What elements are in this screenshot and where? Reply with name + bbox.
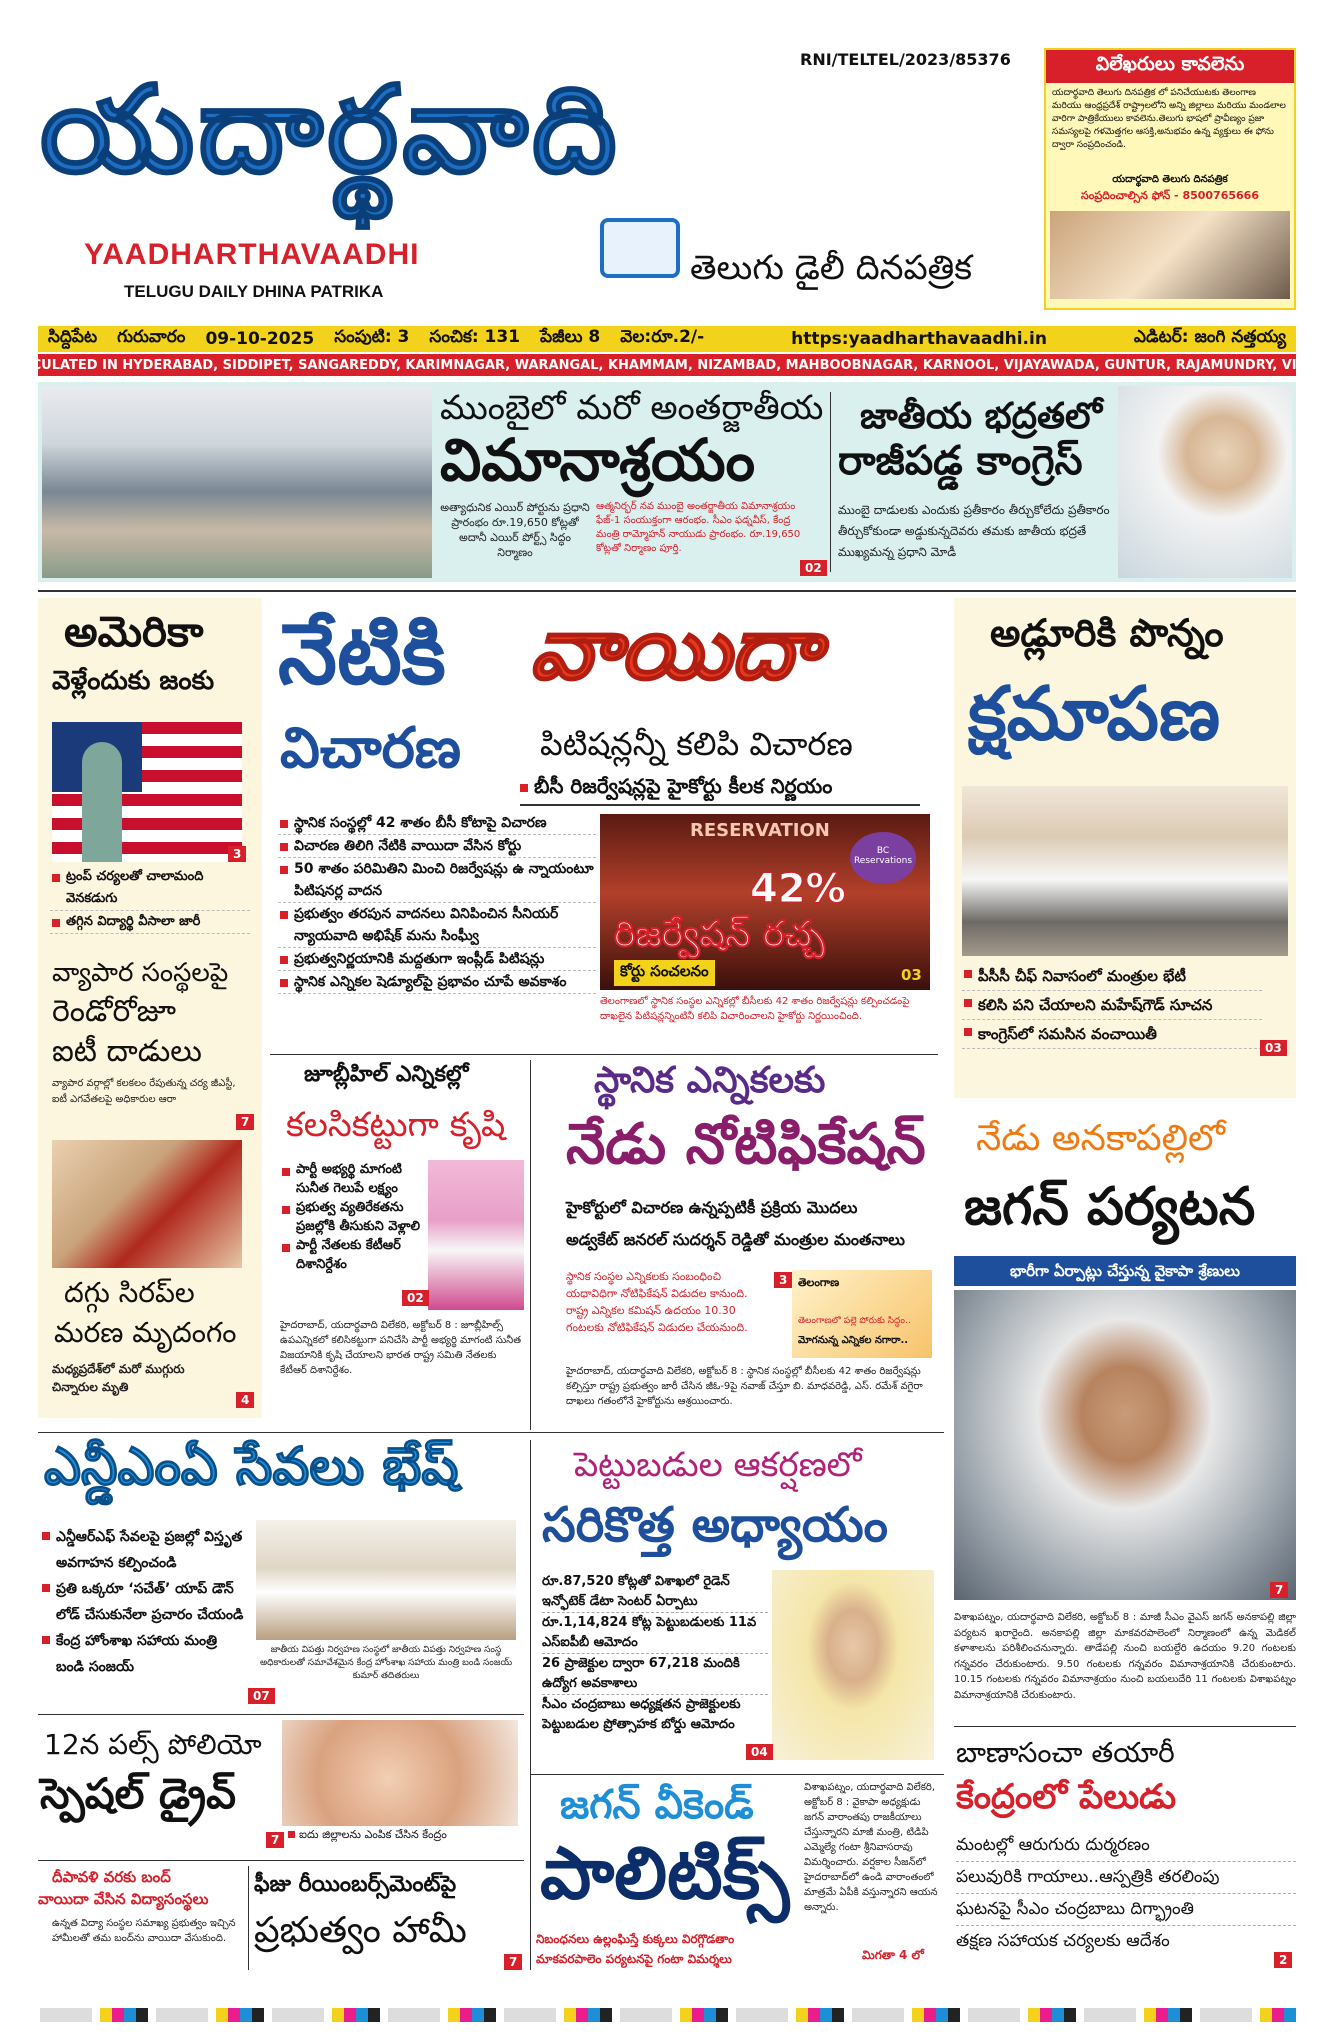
election-img-line-1: తెలంగాణలో పల్లె పోరుకు సిద్ధం.. bbox=[798, 1316, 911, 1326]
america-headline-1: అమెరికా bbox=[64, 607, 204, 656]
notification-page-number: 3 bbox=[774, 1272, 792, 1288]
airport-text-2: ఆత్మనిర్భర్ నవ ముంబై అంతర్జాతీయ విమానాశ్రయం ఫేజ్-1 సంయుక్తంగా ఆరంభం. సీఎం ఫడ్నవీస్, కేంద్ర మంత్రి రామ్మోహన్ నాయుడు ప్రారంభం. రూ.19,650 కోట్లతో నిర్మాణం పూర్తి. bbox=[596, 501, 801, 554]
jubilee-kicker: జూబ్లీహిల్ ఎన్నికల్లో bbox=[304, 1062, 469, 1087]
america-bullet: ట్రంప్ చర్యలతో చాలామంది వెనకడుగు bbox=[50, 866, 250, 911]
jubilee-bullet: ప్రభుత్వ వ్యతిరేకతను ప్రజల్లోకి తీసుకుని వెళ్లాలి bbox=[280, 1198, 420, 1236]
info-pages: పేజీలు 8 bbox=[540, 327, 601, 347]
apology-bullet: పీసీసీ చీఫ్ నివాసంలో మంత్రుల భేటీ bbox=[962, 962, 1262, 991]
info-price: వెల:రూ.2/- bbox=[620, 327, 705, 347]
lead-word-1: నేటికి bbox=[278, 605, 446, 703]
it-page-number: 7 bbox=[236, 1114, 254, 1130]
jagan-band: భారీగా ఏర్పాట్లు చేస్తున్న వైకాపా శ్రేణులు bbox=[954, 1256, 1296, 1286]
weekend-headline: పాలిటిక్స్ bbox=[540, 1831, 790, 1915]
statue-of-liberty-photo bbox=[52, 722, 242, 862]
congress-text: ముంబై దాడులకు ఎందుకు ప్రతీకారం తీర్చుకోలేదు ప్రతీకారం తీర్చుకోకుండా అడ్డుకున్నదెవరు తమకు జాతీయ భద్రతే ముఖ్యమన్న ప్రధాని మోడీ bbox=[838, 503, 1110, 559]
fire-headline: కేంద్రంలో పేలుడు bbox=[956, 1777, 1177, 1817]
lead-bullet: స్థానిక సంస్థల్లో 42 శాతం బీసీ కోటాపై విచారణ bbox=[278, 812, 596, 835]
fire-line: ఘటనపై సీఎం చంద్రబాబు దిగ్భ్రాంతి bbox=[956, 1894, 1296, 1926]
lead-word-3: విచారణ bbox=[280, 716, 462, 781]
polio-caption-text: ఐదు జిల్లాలను ఎంపిక చేసిన కేంద్రం bbox=[299, 1828, 447, 1841]
jubilee-text: హైదరాబాద్, యదార్థవాది విలేకరి, అక్టోబర్ 8 : జూబ్లీహిల్స్ ఉపఎన్నికలో కలిసికట్టుగా పనిచేసి పార్టీ అభ్యర్థి మాగంటి సునీత విజయానికి కృషి చేయాలని భారత రాష్ట్ర సమితి నేతలకు కేటీఆర్ దిశానిర్దేశం. bbox=[280, 1320, 521, 1376]
jagan-bottom-rule bbox=[954, 1726, 1296, 1727]
lead-col-divider bbox=[530, 1060, 531, 1430]
diwali-divider bbox=[248, 1866, 249, 1970]
apology-bullets bbox=[962, 962, 1262, 1049]
polio-rule bbox=[38, 1714, 524, 1715]
notification-line-1: హైకోర్టులో విచారణ ఉన్నప్పటికీ ప్రక్రియ మొదలు bbox=[566, 1198, 858, 1217]
invest-line: రూ.87,520 కోట్లతో విశాఖలో రైడెన్ ఇన్ఫోటెక్ డేటా సెంటర్ ఏర్పాటు bbox=[542, 1572, 768, 1613]
img-headline: రిజర్వేషన్ రచ్చ bbox=[614, 914, 825, 955]
ministers-photo bbox=[962, 786, 1288, 956]
info-date: 09-10-2025 bbox=[205, 329, 315, 349]
weekend-text: విశాఖపట్నం, యదార్థవాది విలేకరి, అక్టోబర్ 8 : వైకాపా అధ్యక్షుడు జగన్ వారాంతపు రాజకీయాలు చేస్తున్నారని మాజీ మంత్రి, టిడిపి ఎమ్మెల్యే గంటా శ్రీనివాసరావు విమర్శించారు. వర్షకాల సీజన్‌లో హైదరాబాద్‌లో ఉండి వారాంతంలో మాత్రమే ఏపీకి వస్తున్నారని ఆయన అన్నారు. bbox=[804, 1782, 938, 1913]
invest-headline: సరికొత్త అధ్యాయం bbox=[542, 1497, 888, 1553]
lead-bullets bbox=[278, 812, 596, 994]
jubilee-bullet: పార్టీ అభ్యర్థి మాగంటి సునీత గెలుపే లక్ష్యం bbox=[280, 1160, 420, 1198]
weekend-rule bbox=[530, 1774, 944, 1775]
color-registration-strip bbox=[40, 2008, 1296, 2022]
notification-red-text: స్థానిక సంస్థల ఎన్నికలకు సంబంధించి యధావిధిగా నోటిఫికేషన్ విడుదల కానుంది. రాష్ట్ర ఎన్నికల కమిషన్ ఉదయం 10.30 గంటలకు నోటిఫికేషన్ విడుదల చేయనుంది. bbox=[566, 1270, 748, 1334]
fire-line: పలువురికి గాయాలు..ఆస్పత్రికి తరలింపు bbox=[956, 1862, 1296, 1894]
polio-photo bbox=[282, 1720, 518, 1826]
election-image bbox=[792, 1270, 932, 1358]
jubilee-headline: కలసికట్టుగా కృషి bbox=[286, 1105, 506, 1145]
lead-sub-rule bbox=[520, 804, 920, 806]
apology-headline: క్షమాపణ bbox=[968, 671, 1221, 757]
notification-headline: నేడు నోటిఫికేషన్ bbox=[566, 1112, 926, 1177]
jagan-page-number: 7 bbox=[1270, 1582, 1288, 1598]
cough-syrup-photo bbox=[52, 1140, 242, 1268]
ndmp-bullet: ప్రతి ఒక్కరూ ‘సచేత్’ యాప్ డౌన్ లోడ్ చేసుకునేలా ప్రచారం చేయండి bbox=[40, 1576, 246, 1628]
invest-page-number: 04 bbox=[746, 1744, 773, 1760]
logo-text: యదార్థవాది bbox=[40, 59, 621, 200]
img-sub: కోర్టు సంచలనం bbox=[614, 960, 715, 986]
lead-bottom-rule bbox=[270, 1054, 938, 1055]
congress-headline-1: జాతీయ భద్రతలో bbox=[860, 396, 1103, 437]
ndmp-bullets bbox=[40, 1524, 246, 1680]
jubilee-bullets bbox=[280, 1160, 420, 1274]
it-headline-1: వ్యాపార సంస్థలపై bbox=[52, 958, 229, 988]
airport-kicker: ముంబైలో మరో అంతర్జాతీయ bbox=[440, 388, 824, 428]
lead-sub-1: పిటిషన్లన్నీ కలిపి విచారణ bbox=[540, 725, 853, 763]
election-img-line-2: మోగనున్న ఎన్నికల నగారా.. bbox=[798, 1335, 909, 1346]
syrup-headline-2: మరణ మృదంగం bbox=[54, 1316, 237, 1349]
jagan-photo bbox=[954, 1290, 1296, 1600]
lead-bullet: 50 శాతం పరిమితిని మించి రిజర్వేషన్లు ఉ న్నాయంటూ పిటిషనర్ల వాదన bbox=[278, 858, 596, 903]
america-bullet: తగ్గిన విద్యార్థి వీసాలా జారీ bbox=[50, 911, 250, 934]
img-percent: 42% bbox=[750, 866, 846, 912]
invest-line: సీఎం చంద్రబాబు అధ్యక్షతన ప్రాజెక్టులకు పెట్టుబడుల ప్రోత్సాహక బోర్డు ఆమోదం bbox=[542, 1697, 741, 1732]
america-headline-2: వెళ్లేందుకు జంకు bbox=[52, 666, 215, 696]
apology-kicker: అడ్లూరికి పొన్నం bbox=[990, 611, 1224, 655]
ndmp-bullet: కేంద్ర హోంశాఖ సహాయ మంత్రి బండి సంజయ్ bbox=[40, 1628, 246, 1680]
weekend-red-2: మాకవరపాలెం పర్యటనపై గంటా విమర్శలు bbox=[536, 1952, 732, 1966]
lead-bullet: స్థానిక ఎన్నికల షెడ్యూల్‌పై ప్రభావం చూపే అవకాశం bbox=[278, 971, 596, 994]
ad-photo bbox=[1050, 211, 1290, 299]
fire-line: మంటల్లో ఆరుగురు దుర్మరణం bbox=[956, 1830, 1296, 1862]
invest-lines bbox=[542, 1572, 768, 1735]
weekend-more: మిగతా 4 లో bbox=[862, 1948, 924, 1962]
invest-kicker: పెట్టుబడుల ఆకర్షణలో bbox=[574, 1445, 862, 1485]
english-name: YAADHARTHAVAADHI bbox=[84, 238, 420, 271]
img-reservation-label: RESERVATION bbox=[690, 820, 830, 841]
apology-page-number: 03 bbox=[1260, 1040, 1287, 1056]
lead-bullet: ప్రభుత్వనిర్ణయానికి మద్దతుగా ఇంప్లీడ్ పిటిషన్లు bbox=[278, 948, 596, 971]
info-city: సిద్దిపేట bbox=[48, 327, 98, 347]
circulated-bar: CIRCULATED IN HYDERABAD, SIDDIPET, SANGAREDDY, KARIMNAGAR, WARANGAL, KHAMMAM, NIZAMBAD, MAHBOOBNAGAR, KARNOOL, VIJAYAWADA, GUNTUR, RAJAMUNDRY, VIZAG bbox=[38, 354, 1296, 376]
diwali-text: ఉన్నత విద్యా సంస్థల సమాఖ్య ప్రభుత్వం ఇచ్చిన హామీలతో తమ బంద్‌ను వాయిదా వేసుకుంది. bbox=[52, 1918, 236, 1944]
ad-contact: సంప్రదించాల్సిన ఫోన్ - 8500765666 bbox=[1081, 189, 1259, 202]
ad-title: విలేఖరులు కావలెను bbox=[1046, 50, 1294, 83]
lead-bullet: ప్రభుత్వం తరపున వాదనలు వినిపించిన సీనియర్ న్యాయవాది అభిషేక్ మను సింఘ్వీ bbox=[278, 903, 596, 948]
fire-kicker: బాణాసంచా తయారీ bbox=[956, 1736, 1175, 1769]
reservation-image bbox=[600, 814, 930, 990]
fee-kicker: ఫీజు రీయింబర్స్‌మెంట్‌పై bbox=[254, 1872, 457, 1897]
notification-text: హైదరాబాద్, యదార్థవాది విలేకరి, అక్టోబర్ 8 : స్థానిక సంస్థల్లో బీసీలకు 42 శాతం రిజర్వేషన్లు కల్పిస్తూ రాష్ట్ర ప్రభుత్వం జారీ చేసిన జీఓ-9పై నవాజ్ చేస్తూ బి. మాధవరెడ్డి, ఎస్. రమేశ్ వగైరా దాఖలు గతంలోనే హైకోర్టును ఆశ్రయించారు. bbox=[566, 1366, 923, 1407]
ad-box bbox=[1044, 48, 1296, 310]
jagan-headline: జగన్ పర్యటన bbox=[964, 1177, 1256, 1237]
it-text: వ్యాపార వర్గాల్లో కలకలం రేపుతున్న చర్య జీఎస్టీ, ఐటీ ఎగవేతలపై అధికారుల ఆరా bbox=[52, 1078, 236, 1105]
info-bar bbox=[38, 326, 1296, 352]
jagan-kicker: నేడు అనకాపల్లిలో bbox=[976, 1118, 1226, 1159]
fire-page-number: 2 bbox=[1274, 1952, 1292, 1968]
syrup-page-number: 4 bbox=[236, 1392, 254, 1408]
jubilee-page-number: 02 bbox=[402, 1290, 429, 1306]
america-page-number: 3 bbox=[228, 846, 246, 862]
polio-headline-2: స్పెషల్ డ్రైవ్ bbox=[40, 1769, 236, 1818]
lead-sub-2-text: బీసీ రిజర్వేషన్లపై హైకోర్టు కీలక నిర్ణయం bbox=[534, 774, 833, 798]
info-day: గురువారం bbox=[117, 327, 186, 347]
img-bc-text: BC Reservations bbox=[853, 846, 913, 866]
ad-sign: యదార్థవాది తెలుగు దినపత్రిక bbox=[1112, 174, 1228, 185]
fee-page-number: 7 bbox=[504, 1954, 522, 1970]
lead-bullet: విచారణ తిలిగి నేటికి వాయిదా వేసిన కోర్టు bbox=[278, 835, 596, 858]
invest-line: 26 ప్రాజెక్టుల ద్వారా 67,218 మందికి ఉద్యోగ అవకాశాలు bbox=[542, 1654, 768, 1695]
election-img-state: తెలంగాణ bbox=[798, 1276, 840, 1289]
jagan-text: విశాఖపట్నం, యదార్థవాది విలేకరి, అక్టోబర్ 8 : మాజీ సీఎం వైఎస్ జగన్ అనకాపల్లి జిల్లా పర్యటన ఖరారైంది. అనకాపల్లి జిల్లా మాకవరపాలెంలో నిర్మాణంలో ఉన్న మెడికల్ కళాశాలను పరిశీలించనున్నారు. తాడేపల్లి నుంచి బయల్దేరి ఉదయం 9.20 గంటలకు గన్నవరం చేరుకుంటారు. 9.50 గంటలకు గన్నవరం విమానాశ్రయానికి చేరుకుంటారు. 10.15 గంటలకు గన్నవరం విమానాశ్రయం నుంచి బయలుదేరి 11 గంటలకు విశాఖపట్నం విమానాశ్రయానికి చేరుకుంటారు. bbox=[954, 1612, 1296, 1701]
ndmp-headline: ఎన్డీఎంఏ సేవలు భేష్ bbox=[44, 1437, 459, 1497]
airport-photo bbox=[42, 386, 432, 578]
ndmp-caption: జాతీయ విపత్తు నిర్వహణ సంస్థలో జాతీయ విపత్తు నిర్వహణ సంస్థ అధికారులతో సమావేశమైన కేంద్ర హోంశాఖ సహాయ మంత్రి బండి సంజయ్ కుమార్ తదితరులు bbox=[259, 1645, 513, 1681]
img-page-number: 03 bbox=[901, 966, 922, 984]
weekend-red-1: నిబంధనలు ఉల్లంఘిస్తే కుక్కలు విరగ్గొడతాం bbox=[536, 1932, 735, 1946]
logo-emblem bbox=[600, 218, 680, 278]
syrup-headline-1: దగ్గు సిరప్‌ల bbox=[64, 1276, 195, 1309]
weekend-kicker: జగన్ వీకెండ్ bbox=[560, 1782, 754, 1828]
fee-headline: ప్రభుత్వం హామీ bbox=[254, 1910, 467, 1951]
info-website[interactable]: https:yaadharthavaadhi.in bbox=[791, 329, 1047, 349]
invest-divider bbox=[530, 1440, 531, 1970]
rni-number: RNI/TELTEL/2023/85376 bbox=[800, 50, 1011, 69]
apology-bullet: కాంగ్రెస్‌లో సమసిన వంచాయితీ bbox=[962, 1020, 1262, 1049]
diwali-kicker-2: వాయిదా వేసిన విద్యాసంస్థలు bbox=[38, 1890, 209, 1908]
jubilee-bullet: పార్టీ నేతలకు కేటీఆర్ దిశానిర్దేశం bbox=[280, 1236, 420, 1274]
info-volume: సంపుటి: 3 bbox=[334, 327, 410, 347]
english-sub: TELUGU DAILY DHINA PATRIKA bbox=[124, 282, 384, 301]
fire-lines bbox=[956, 1830, 1296, 1957]
polio-page-number: 7 bbox=[266, 1832, 284, 1848]
airport-text-1: అత్యాధునిక ఎయిర్ పోర్టును ప్రధాని ప్రారంభం రూ.19,650 కోట్లతో అదానీ ఎయిర్ పోర్ట్స్ సిద్ధం నిర్మాణం bbox=[440, 501, 590, 559]
apology-bullet: కలిసి పని చేయాలని మహేష్‌గౌడ్ సూచన bbox=[962, 991, 1262, 1020]
it-headline-2: రెండోరోజూ bbox=[52, 994, 176, 1029]
info-editor: ఎడిటర్: జంగి నత్తయ్య bbox=[1133, 327, 1286, 347]
polio-headline-1: 12న పల్స్ పోలియో bbox=[44, 1728, 262, 1761]
notification-kicker: స్థానిక ఎన్నికలకు bbox=[594, 1060, 826, 1101]
america-bullets bbox=[50, 866, 250, 934]
diwali-kicker-1: దీపావళి వరకు బంద్ bbox=[52, 1868, 171, 1886]
ndmp-bullet: ఎన్డీఆర్ఎఫ్ సేవలపై ప్రజల్లో విస్తృత అవగాహన కల్పించండి bbox=[40, 1524, 246, 1576]
lead-word-2: వాయిదా bbox=[530, 599, 821, 699]
congress-headline-2: రాజీపడ్డ కాంగ్రెస్ bbox=[838, 438, 1083, 484]
notification-line-2: అడ్వకేట్ జనరల్ సుదర్శన్ రెడ్డితో మంత్రుల మంతనాలు bbox=[566, 1230, 905, 1249]
invest-line: రూ.1,14,824 కోట్ల పెట్టుబడులకు 11వ ఎస్ఐపీబీ ఆమోదం bbox=[542, 1613, 768, 1654]
ndmp-photo bbox=[256, 1520, 516, 1640]
img-bc-badge bbox=[850, 832, 916, 884]
strip-divider bbox=[830, 392, 831, 572]
polio-caption bbox=[288, 1828, 447, 1844]
fire-line: తక్షణ సహాయక చర్యలకు ఆదేశం bbox=[956, 1931, 1170, 1951]
diwali-rule bbox=[38, 1860, 524, 1861]
ktr-photo bbox=[428, 1160, 524, 1310]
page-rule bbox=[38, 590, 1296, 592]
chandrababu-photo bbox=[772, 1570, 934, 1760]
airport-page-number: 02 bbox=[800, 560, 827, 576]
it-headline-3: ఐటీ దాడులు bbox=[52, 1034, 202, 1069]
ad-text: యదార్థవాది తెలుగు దినపత్రిక లో పనిచేయుటకు తెలంగాణ మరియు ఆంధ్రప్రదేశ్ రాష్ట్రాలలోని అన్ని జిల్లాలు మరియు మండలాల వారిగా పాత్రికేయులు కావలెను.తెలుగు భాషలో ప్రావీణ్యం ప్రజా సమస్యలపై గళమెత్తగల ఆసక్తి,అనుభవం ఉన్న వ్యక్తులు ఈ ఫోను ద్వారా సంప్రదించండి. bbox=[1052, 88, 1286, 150]
modi-photo bbox=[1118, 386, 1292, 578]
airport-headline: విమానాశ్రయం bbox=[440, 426, 755, 494]
lead-caption: తెలంగాణలో స్థానిక సంస్థల ఎన్నికల్లో బీసీలకు 42 శాతం రిజర్వేషన్లు కల్పించడంపై దాఖలైన పిటిషన్లన్నింటినీ కలిపి విచారించాలని హైకోర్టు నిర్ణయించింది. bbox=[600, 996, 910, 1022]
syrup-text: మధ్యప్రదేశ్‌లో మరో ముగ్గురు చిన్నారుల మృతి bbox=[52, 1362, 185, 1394]
ndmp-page-number: 07 bbox=[248, 1688, 275, 1704]
lead-sub-2 bbox=[520, 774, 832, 803]
info-issue: సంచిక: 131 bbox=[429, 327, 521, 347]
telugu-tagline: తెలుగు డైలీ దినపత్రిక bbox=[690, 248, 972, 288]
mid-rule bbox=[38, 1432, 944, 1433]
masthead bbox=[0, 0, 1329, 320]
